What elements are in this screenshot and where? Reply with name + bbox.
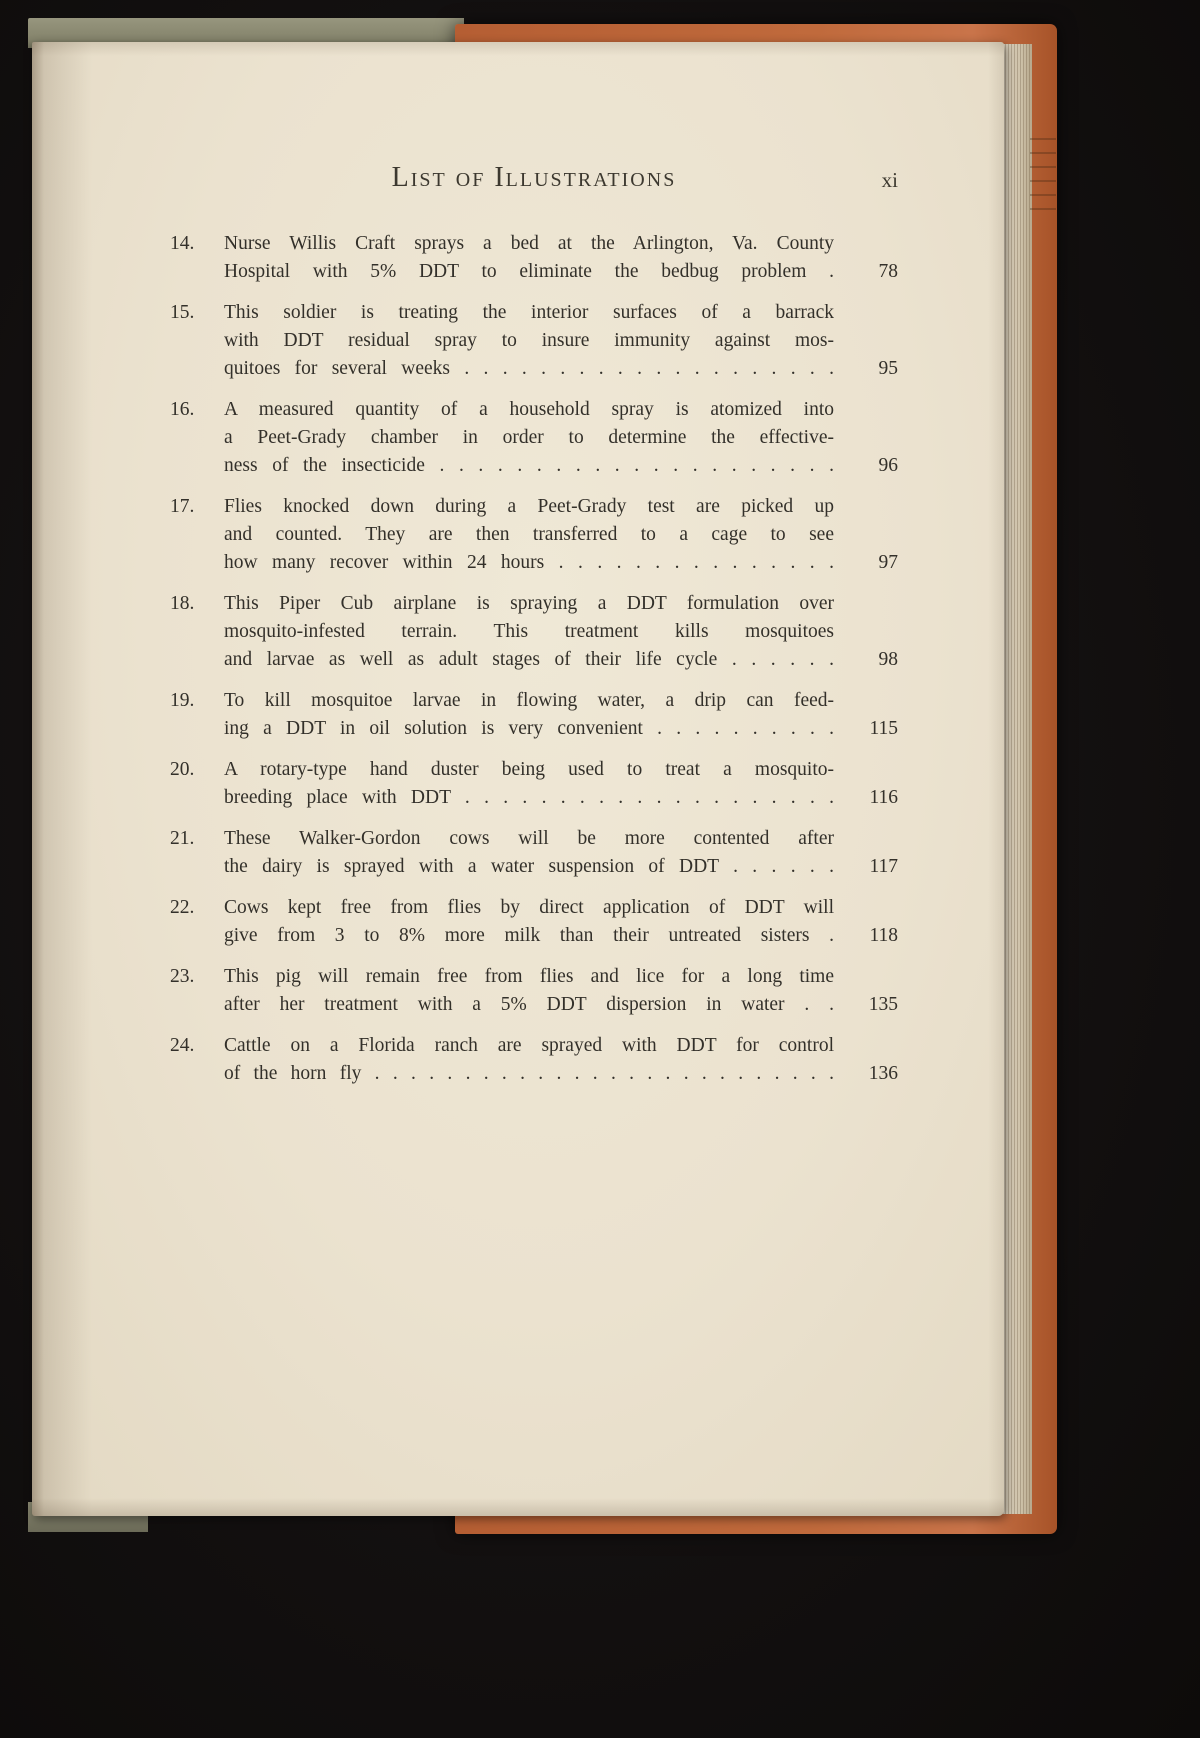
entry-page-number: 78 [878,261,898,282]
entry-page-number: 117 [869,856,898,877]
entry-text-line: Hospital with 5% DDT to eliminate the bedbug problem . [224,261,834,282]
entry-text [224,299,834,383]
entry-number: 21. [170,828,195,849]
entry-text-line: Flies knocked down during a Peet-Grady test are picked up [224,496,834,517]
entry-number: 23. [170,966,195,987]
entry-text-line: breeding place with DDT . . . . . . . . . . . . . . . . . . . . [224,787,834,808]
entry-number: 20. [170,759,195,780]
entry-page-number: 96 [878,455,898,476]
entry-text [224,590,834,674]
entry-text [224,825,834,881]
entry-text-line: Cattle on a Florida ranch are sprayed with DDT for control [224,1035,834,1056]
entry-text-line: the dairy is sprayed with a water suspension of DDT . . . . . . [224,856,834,877]
entry-text-line: To kill mosquitoe larvae in flowing water, a drip can feed- [224,690,834,711]
entry-text-line: give from 3 to 8% more milk than their untreated sisters . [224,925,834,946]
entry-text-line: with DDT residual spray to insure immunity against mos- [224,330,834,351]
entry-page-number: 97 [878,552,898,573]
entry-text [224,1032,834,1088]
entry-text-line: A rotary-type hand duster being used to treat a mosquito- [224,759,834,780]
entry-text [224,493,834,577]
toc-entry [170,396,898,480]
entry-text [224,756,834,812]
entry-number: 14. [170,233,195,254]
entry-text-line: how many recover within 24 hours . . . . . . . . . . . . . . . [224,552,834,573]
entry-text-line: This Piper Cub airplane is spraying a DDT formulation over [224,593,834,614]
toc-entry [170,1032,898,1088]
entry-text [224,396,834,480]
entry-page-number: 98 [878,649,898,670]
entry-number: 19. [170,690,195,711]
page-stack-edge [1002,44,1032,1514]
toc-entry [170,756,898,812]
entry-page-number: 136 [868,1063,898,1084]
entry-text [224,687,834,743]
entry-number: 24. [170,1035,195,1056]
entry-text-line: and larvae as well as adult stages of their life cycle . . . . . . [224,649,834,670]
toc-entry [170,963,898,1019]
entry-page-number: 116 [869,787,898,808]
entry-text-line: Nurse Willis Craft sprays a bed at the Arlington, Va. County [224,233,834,254]
entry-page-number: 118 [869,925,898,946]
entry-text-line: A measured quantity of a household spray is atomized into [224,399,834,420]
entry-text-line: quitoes for several weeks . . . . . . . . . . . . . . . . . . . . [224,358,834,379]
entry-text-line: ness of the insecticide . . . . . . . . . . . . . . . . . . . . . [224,455,834,476]
entry-text-line: This pig will remain free from flies and lice for a long time [224,966,834,987]
entry-text-line: These Walker-Gordon cows will be more contented after [224,828,834,849]
page-content [170,162,898,1101]
toc-entry [170,894,898,950]
entry-text-line: of the horn fly . . . . . . . . . . . . . . . . . . . . . . . . . . [224,1063,834,1084]
book-page [32,42,1004,1516]
page-title: List of Illustrations [391,162,677,193]
toc-entry [170,230,898,286]
entry-text-line: ing a DDT in oil solution is very convenient . . . . . . . . . . [224,718,834,739]
entry-text-line: Cows kept free from flies by direct application of DDT will [224,897,834,918]
toc-entry [170,299,898,383]
page-header [170,162,898,202]
entry-text-line: after her treatment with a 5% DDT dispersion in water . . [224,994,834,1015]
folio-page-number: xi [881,168,898,192]
entry-text [224,230,834,286]
toc-entry [170,825,898,881]
toc-entries [170,230,898,1088]
toc-entry [170,687,898,743]
entry-page-number: 115 [869,718,898,739]
entry-number: 17. [170,496,195,517]
entry-number: 15. [170,302,195,323]
entry-text-line: and counted. They are then transferred to a cage to see [224,524,834,545]
entry-text [224,963,834,1019]
toc-entry [170,590,898,674]
entry-page-number: 135 [868,994,898,1015]
entry-text-line: This soldier is treating the interior surfaces of a barrack [224,302,834,323]
entry-number: 22. [170,897,195,918]
entry-text-line: mosquito-infested terrain. This treatment kills mosquitoes [224,621,834,642]
toc-entry [170,493,898,577]
entry-page-number: 95 [878,358,898,379]
entry-number: 16. [170,399,195,420]
entry-number: 18. [170,593,195,614]
entry-text-line: a Peet-Grady chamber in order to determine the effective- [224,427,834,448]
page-edge-lines [1030,138,1056,222]
entry-text [224,894,834,950]
